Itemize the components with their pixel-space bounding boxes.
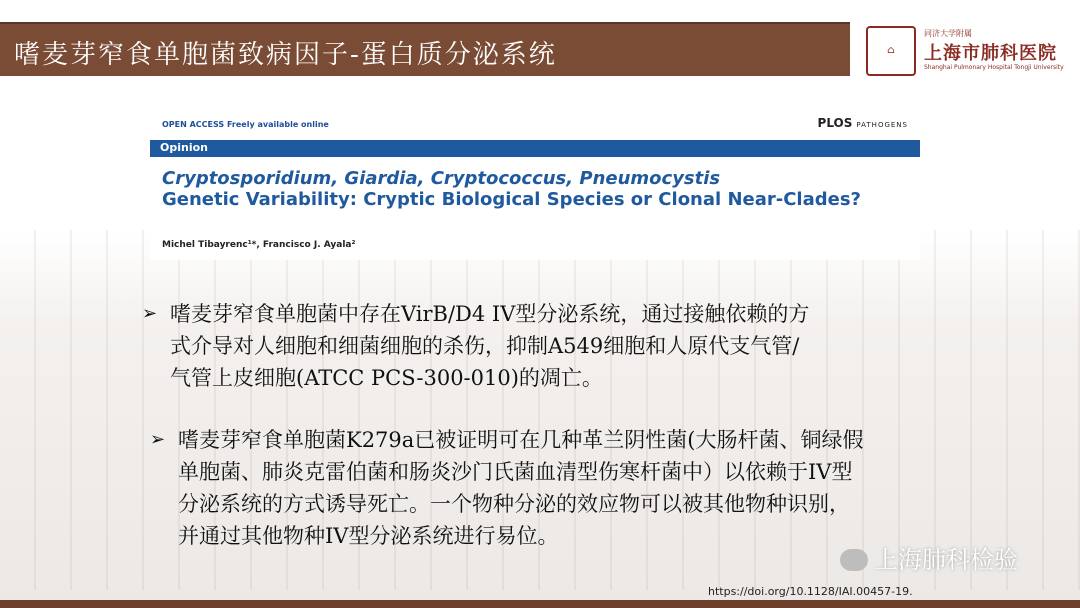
logo-affiliation: 同济大学附属 (924, 29, 972, 38)
bullet-2-line-3: 分泌系统的方式诱导死亡。一个物种分泌的效应物可以被其他物种识别， (178, 492, 850, 516)
bullet-1-line-2: 式介导对人细胞和细菌细胞的杀伤，抑制A549细胞和人原代支气管/ (170, 334, 800, 358)
doi-reference: https://doi.org/10.1128/IAI.00457-19. (708, 585, 913, 598)
journal-name: PLOS (817, 116, 853, 130)
paper-authors: Michel Tibayrenc¹*, Francisco J. Ayala² (162, 240, 356, 250)
logo-hospital-name: 上海市肺科医院 (924, 43, 1057, 64)
wechat-icon (840, 549, 868, 571)
paper-header-image (150, 108, 920, 260)
arrow-bullet-icon: ➢ (150, 429, 166, 450)
bullet-2-line-2: 单胞菌、肺炎克雷伯菌和肠炎沙门氏菌血清型伤寒杆菌中）以依赖于IV型 (178, 460, 853, 484)
section-bar (150, 140, 920, 157)
bullet-2-line-1: 嗜麦芽窄食单胞菌K279a已被证明可在几种革兰阴性菌(大肠杆菌、铜绿假 (178, 428, 864, 452)
bullet-1-line-3: 气管上皮细胞(ATCC PCS-300-010)的凋亡。 (170, 366, 603, 390)
journal-subtitle: PATHOGENS (856, 121, 908, 129)
bullet-2-line-4: 并通过其他物种IV型分泌系统进行易位。 (178, 524, 559, 548)
bullet-paragraph-1 (142, 298, 962, 394)
section-label: Opinion (160, 141, 208, 154)
bottom-bar (0, 600, 1080, 608)
bullet-paragraph-2 (150, 424, 1050, 552)
journal-logo (818, 116, 908, 130)
bullet-1-line-1: 嗜麦芽窄食单胞菌中存在VirB/D4 IV型分泌系统，通过接触依赖的方 (170, 302, 810, 326)
logo-english-name: Shanghai Pulmonary Hospital Tongji University (924, 64, 1064, 71)
paper-title (162, 168, 912, 210)
building-emblem-icon: ⌂ (866, 26, 916, 76)
open-access-label: OPEN ACCESS Freely available online (162, 120, 329, 129)
paper-title-rest: Genetic Variability: Cryptic Biological Species or Clonal Near-Clades? (162, 189, 861, 210)
arrow-bullet-icon: ➢ (142, 303, 158, 324)
paper-title-italic: Cryptosporidium, Giardia, Cryptococcus, Pneumocystis (162, 168, 721, 189)
slide-title: 嗜麦芽窄食单胞菌致病因子-蛋白质分泌系统 (14, 40, 557, 70)
hospital-logo (860, 24, 1065, 76)
watermark-text: 上海肺科检验 (874, 546, 1018, 574)
wechat-watermark (840, 540, 1018, 575)
